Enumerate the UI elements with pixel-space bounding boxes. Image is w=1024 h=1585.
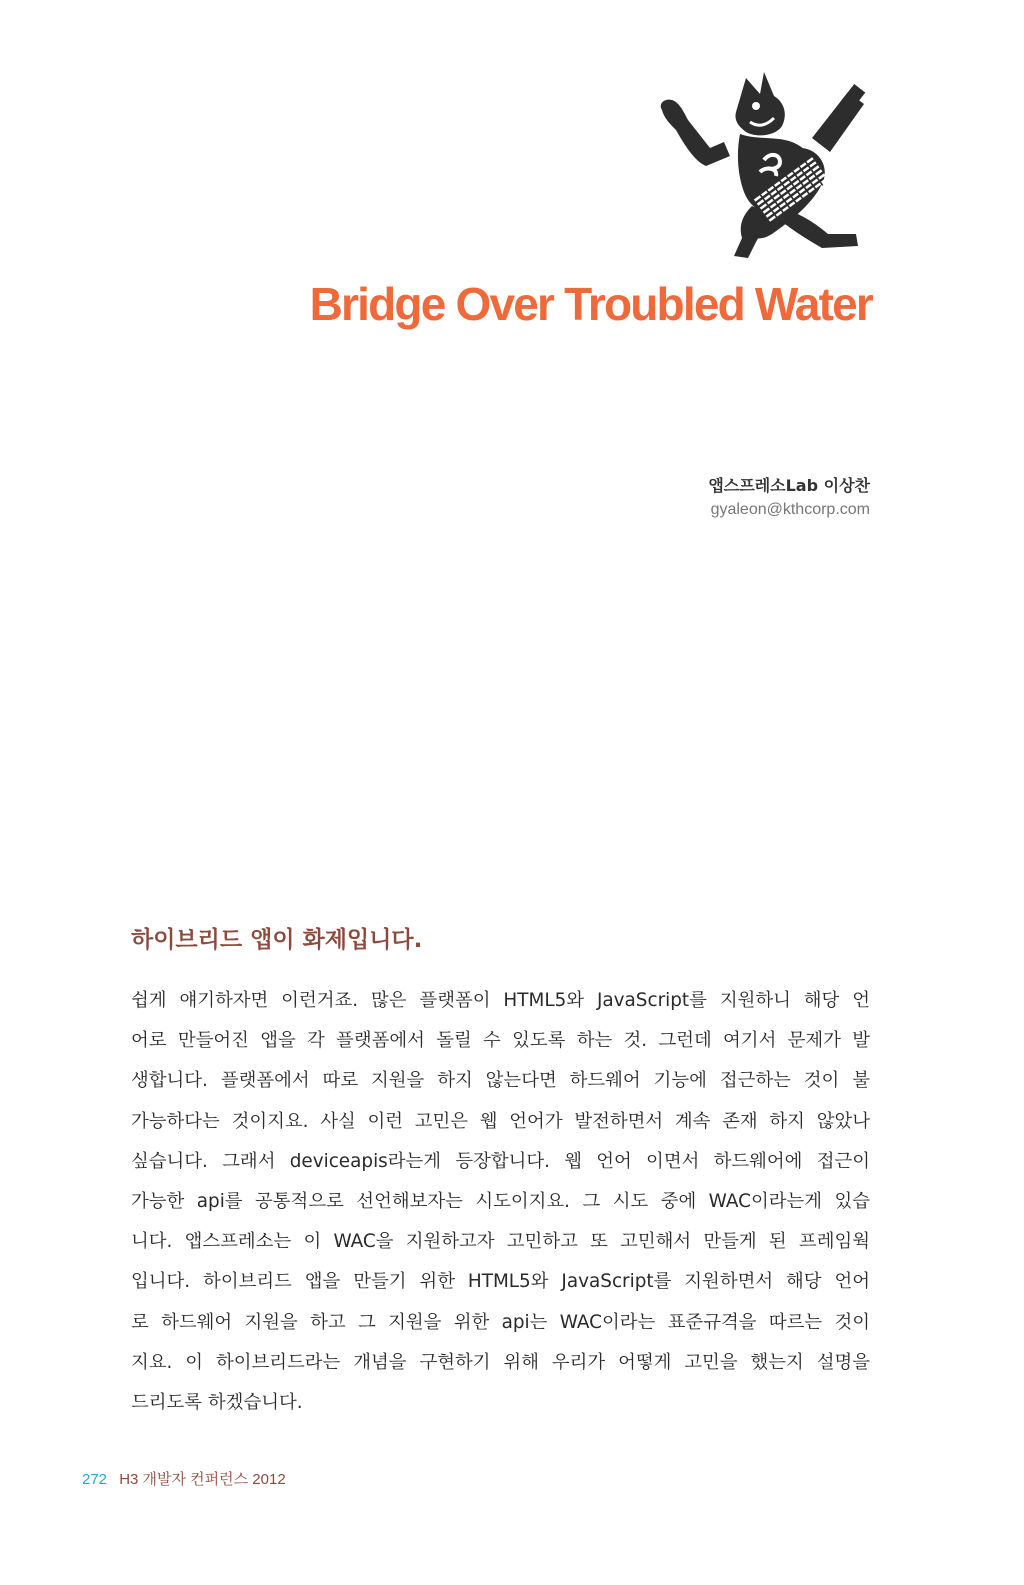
body-paragraph bbox=[131, 981, 870, 1423]
author-name: 앱스프레소Lab 이상찬 bbox=[708, 476, 870, 495]
footer-book-title: H3 개발자 컨퍼런스 2012 bbox=[119, 1471, 286, 1488]
paragraph-line: 입니다. 하이브리드 앱을 만들기 위한 HTML5와 JavaScript를 지원하면서 해당 언어 bbox=[131, 1271, 870, 1293]
page-footer bbox=[82, 1468, 286, 1492]
page-number: 272 bbox=[82, 1471, 108, 1488]
author-email: gyaleon@kthcorp.com bbox=[710, 501, 870, 518]
paragraph-line: 가능하다는 것이지요. 사실 이런 고민은 웹 언어가 발전하면서 계속 존재 하지 않았나 bbox=[131, 1110, 870, 1132]
paragraph-line: 드리도록 하겠습니다. bbox=[131, 1391, 303, 1413]
page-title: Bridge Over Troubled Water bbox=[309, 278, 872, 330]
author-block bbox=[708, 474, 870, 522]
section-heading: 하이브리드 앱이 화제입니다. bbox=[131, 927, 423, 953]
paragraph-line: 지요. 이 하이브리드라는 개념을 구현하기 위해 우리가 어떻게 고민을 했는지 설명을 bbox=[131, 1351, 870, 1373]
guitar-cat-mascot-illustration bbox=[652, 64, 876, 264]
paragraph-line: 싶습니다. 그래서 deviceapis라는게 등장합니다. 웹 언어 이면서 하드웨어에 접근이 bbox=[131, 1150, 870, 1172]
paragraph-line: 로 하드웨어 지원을 하고 그 지원을 위한 api는 WAC이라는 표준규격을 따르는 것이 bbox=[131, 1311, 870, 1333]
paragraph-line: 쉽게 얘기하자면 이런거죠. 많은 플랫폼이 HTML5와 JavaScript를 지원하니 해당 언 bbox=[131, 990, 870, 1011]
paragraph-line: 생합니다. 플랫폼에서 따로 지원을 하지 않는다면 하드웨어 기능에 접근하는 것이 불 bbox=[131, 1070, 870, 1092]
paragraph-line: 가능한 api를 공통적으로 선언해보자는 시도이지요. 그 시도 중에 WAC이라는게 있습 bbox=[131, 1190, 870, 1212]
paragraph-line: 어로 만들어진 앱을 각 플랫폼에서 돌릴 수 있도록 하는 것. 그런데 여기서 문제가 발 bbox=[131, 1030, 870, 1052]
paragraph-line: 니다. 앱스프레소는 이 WAC을 지원하고자 고민하고 또 고민해서 만들게 된 프레임웍 bbox=[131, 1231, 870, 1253]
